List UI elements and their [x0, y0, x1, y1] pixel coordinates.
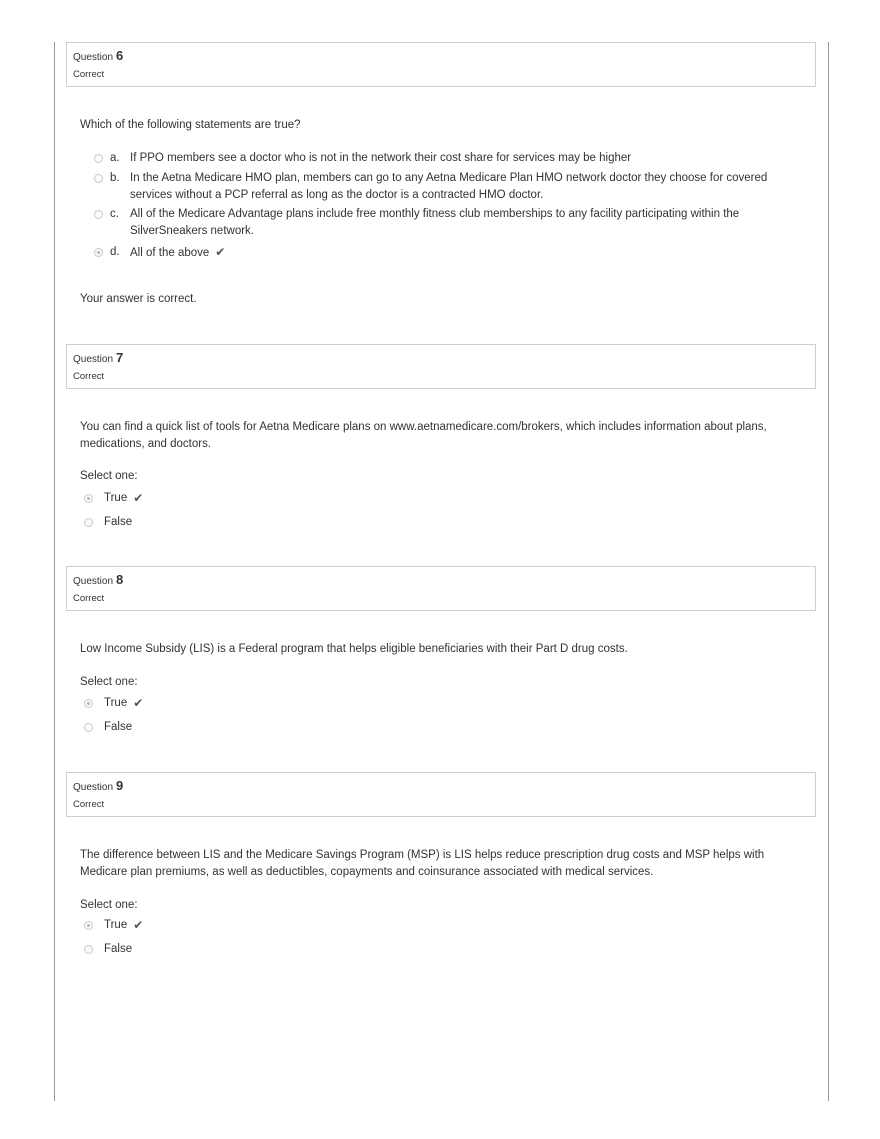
question-state: Correct: [73, 371, 105, 382]
question-label: Question: [73, 354, 114, 365]
question-7-info: [66, 344, 816, 389]
answer-false[interactable]: [84, 941, 132, 958]
question-state: Correct: [73, 593, 105, 604]
radio-button-icon[interactable]: [94, 210, 103, 219]
radio-button-icon[interactable]: [84, 699, 93, 708]
question-number: 7: [116, 350, 124, 365]
radio-button-icon[interactable]: [84, 945, 93, 954]
question-label: Question: [73, 576, 114, 587]
answer-option-d[interactable]: [94, 244, 774, 262]
question-9-number-line: [73, 778, 809, 796]
page-border-right: [828, 42, 829, 1101]
answer-letter: a.: [110, 152, 120, 164]
question-label: Question: [73, 52, 114, 63]
radio-button-icon[interactable]: [94, 154, 103, 163]
radio-button-icon[interactable]: [94, 248, 103, 257]
answer-true[interactable]: [84, 917, 143, 934]
radio-button-icon[interactable]: [84, 921, 93, 930]
select-one-label: Select one:: [80, 899, 138, 911]
answer-text: [130, 244, 774, 262]
question-6-number-line: [73, 48, 809, 66]
answer-text: If PPO members see a doctor who is not in the network their cost share for services may be higher: [130, 152, 632, 164]
check-mark-icon: ✔: [133, 696, 144, 710]
check-mark-icon: ✔: [133, 491, 144, 505]
radio-button-icon[interactable]: [84, 723, 93, 732]
answer-option-a[interactable]: [94, 150, 774, 167]
answer-text: All of the Medicare Advantage plans include free monthly fitness club memberships to any facility participating within the SilverSneakers network.: [130, 208, 740, 237]
answer-letter: b.: [110, 172, 120, 184]
question-8-info: [66, 566, 816, 611]
answer-false[interactable]: [84, 719, 132, 736]
check-mark-icon: ✔: [215, 245, 226, 259]
answer-true[interactable]: [84, 695, 143, 712]
answer-option-b[interactable]: [94, 170, 774, 204]
check-mark-icon: ✔: [133, 918, 144, 932]
question-9-text: The difference between LIS and the Medicare Savings Program (MSP) is LIS helps reduce prescription drug costs and MSP helps with Medicare plan premiums, as well as deductibles, copayments and coinsurance associated with medical services.: [80, 849, 765, 878]
answer-label: True: [104, 919, 128, 931]
answer-text: In the Aetna Medicare HMO plan, members can go to any Aetna Medicare Plan HMO network doctor they choose for covered services without a PCP referral as long as the doctor is a contracted HMO doctor.: [130, 172, 768, 201]
answer-label: False: [104, 721, 133, 733]
radio-button-icon[interactable]: [94, 174, 103, 183]
question-number: 8: [116, 572, 124, 587]
question-state: Correct: [73, 69, 105, 80]
question-number: 9: [116, 778, 124, 793]
radio-button-icon[interactable]: [84, 494, 93, 503]
question-6-text: Which of the following statements are true?: [80, 119, 301, 131]
select-one-label: Select one:: [80, 676, 138, 688]
page-border-left: [54, 42, 55, 1101]
answer-true[interactable]: [84, 490, 143, 507]
radio-button-icon[interactable]: [84, 518, 93, 527]
answer-label: False: [104, 943, 133, 955]
answer-label: False: [104, 516, 133, 528]
question-6-info: [66, 42, 816, 87]
answer-label: True: [104, 697, 128, 709]
answer-label: True: [104, 492, 128, 504]
answer-false[interactable]: [84, 514, 132, 531]
question-number: 6: [116, 48, 124, 63]
question-9-info: [66, 772, 816, 817]
question-7-text: You can find a quick list of tools for Aetna Medicare plans on www.aetnamedicare.com/brokers, which includes information about plans, medications, and doctors.: [80, 421, 767, 450]
answer-letter: d.: [110, 246, 120, 258]
question-6-feedback: Your answer is correct.: [80, 293, 197, 305]
answer-letter: c.: [110, 208, 119, 220]
answer-text-value: All of the above: [130, 247, 210, 259]
question-label: Question: [73, 782, 114, 793]
question-state: Correct: [73, 799, 105, 810]
select-one-label: Select one:: [80, 470, 138, 482]
answer-option-c[interactable]: [94, 206, 774, 240]
question-8-text: Low Income Subsidy (LIS) is a Federal program that helps eligible beneficiaries with their Part D drug costs.: [80, 643, 628, 655]
question-8-number-line: [73, 572, 809, 590]
question-7-number-line: [73, 350, 809, 368]
